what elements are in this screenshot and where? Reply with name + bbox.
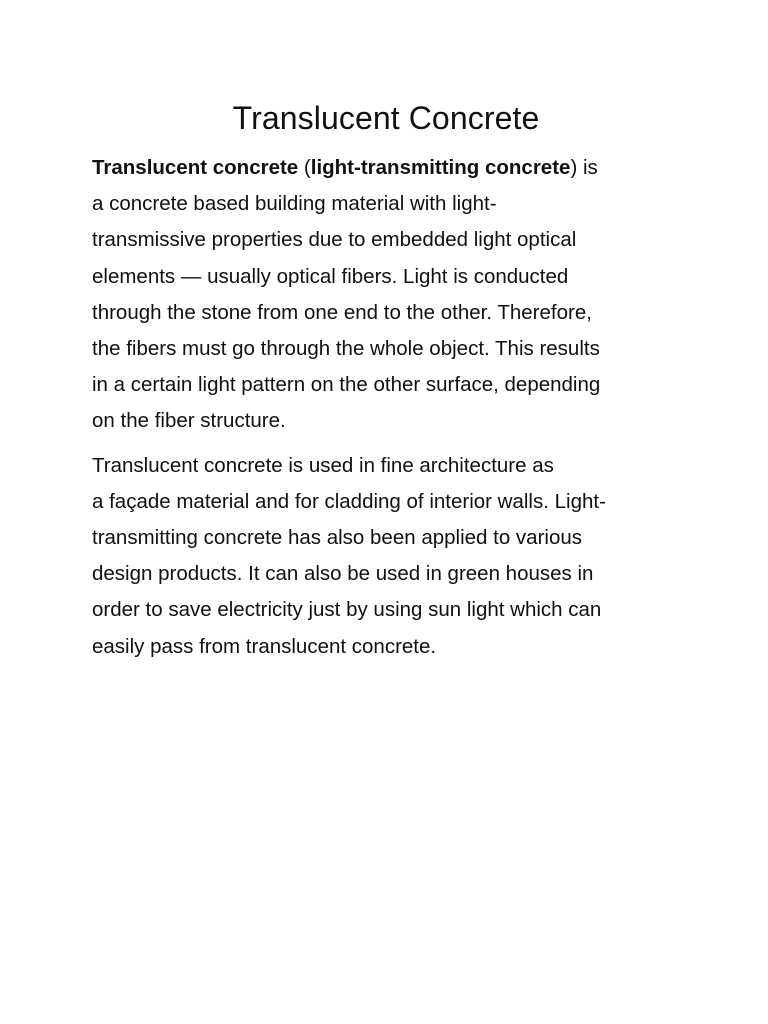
paragraph-line: transmitting concrete has also been applied to various xyxy=(92,526,583,550)
paragraph-line: a façade material and for cladding of interior walls. Light- xyxy=(92,489,606,513)
paragraph-line: a concrete based building material with light- xyxy=(92,192,497,216)
paragraph-line: design products. It can also be used in green houses in xyxy=(92,562,594,586)
paragraph-line: the fibers must go through the whole object. This results xyxy=(92,337,600,361)
paragraph-line: elements — usually optical fibers. Light is conducted xyxy=(92,264,569,288)
paragraph-uses xyxy=(92,448,680,665)
text-span: ) is xyxy=(570,156,598,179)
paragraph-definition xyxy=(92,150,680,440)
paragraph-line: transmissive properties due to embedded light optical xyxy=(92,228,577,252)
paragraph-line xyxy=(92,150,680,186)
paragraph-line: through the stone from one end to the other. Therefore, xyxy=(92,300,592,324)
term-bold: Translucent concrete xyxy=(92,156,299,179)
paragraph-line: in a certain light pattern on the other surface, depending xyxy=(92,373,601,397)
alt-term-bold: light-transmitting concrete xyxy=(310,156,571,179)
paragraph-line: on the fiber structure. xyxy=(92,409,286,433)
paragraph-line: order to save electricity just by using sun light which can xyxy=(92,598,602,622)
text-span: ( xyxy=(298,156,311,179)
paragraph-line: easily pass from translucent concrete. xyxy=(92,634,437,658)
paragraph-line: Translucent concrete is used in fine architecture as xyxy=(92,453,554,477)
page-title: Translucent Concrete xyxy=(232,100,540,136)
